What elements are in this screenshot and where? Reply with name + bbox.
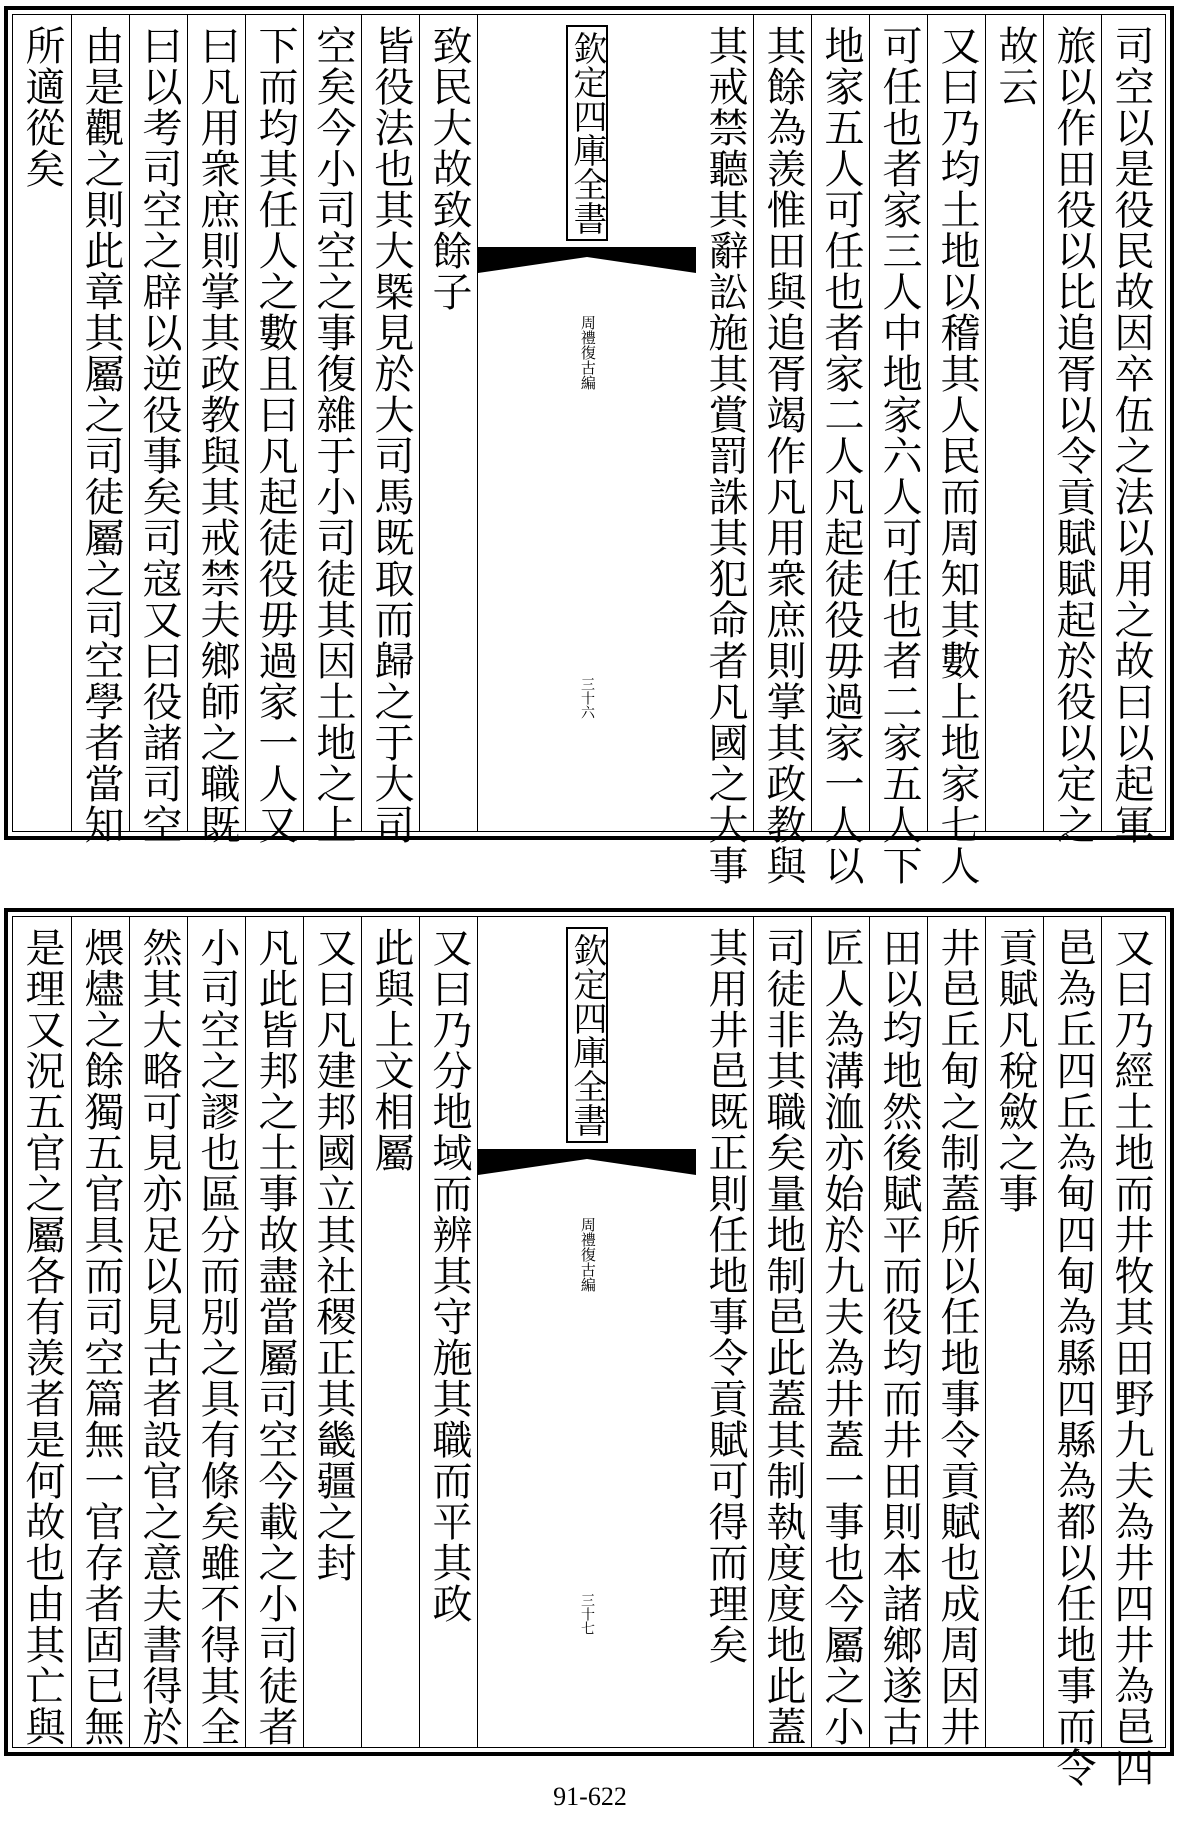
top-text-column [695, 15, 754, 886]
bottom-column-text: 又曰凡建邦國立其社稷正其畿疆之封 [310, 927, 356, 1583]
top-column-text: 司空以是役民故因卒伍之法以用之故曰以起軍 [1108, 25, 1154, 845]
bottom-chapter-title: 周禮復古編 [578, 1217, 597, 1292]
bottom-text-column [869, 917, 928, 1747]
top-text-column [927, 15, 986, 886]
bottom-column-text: 又曰乃經土地而井牧其田野九夫為井四井為邑四 [1108, 927, 1154, 1788]
bottom-text-column [811, 917, 870, 1747]
top-text-column [361, 15, 420, 845]
top-text-column [129, 15, 188, 845]
bottom-text-column [187, 917, 246, 1747]
top-chapter-title: 周禮復古編 [578, 315, 597, 390]
top-text-column [13, 15, 71, 831]
top-column-text: 其餘為羡惟田與追胥竭作凡用衆庶則掌其政教與 [760, 25, 806, 886]
bottom-column-text: 又曰乃分地域而辨其守施其職而平其政 [426, 927, 472, 1624]
bottom-text-column [303, 917, 362, 1747]
top-text-column [1101, 15, 1160, 845]
top-column-text: 曰以考司空之辟以逆役事矣司寇又曰役諸司空 [136, 25, 182, 845]
bottom-book-title: 欽定四庫全書 [566, 927, 608, 1143]
top-text-column [419, 15, 478, 831]
top-column-text: 空矣今小司空之事復雜于小司徒其因土地之上 [310, 25, 356, 845]
top-column-text: 其戒禁聽其辭訟施其賞罰誅其犯命者凡國之大事 [702, 25, 748, 886]
top-center-column [477, 15, 696, 831]
top-text-column [1043, 15, 1102, 845]
bottom-text-column [753, 917, 812, 1747]
top-text-area [12, 14, 1166, 886]
bottom-text-column [1043, 917, 1102, 1788]
bottom-folio-number: 三十七 [579, 1593, 595, 1635]
top-text-column [303, 15, 362, 845]
top-column-text: 下而均其任人之數且曰凡起徒役毋過家一人又 [252, 25, 298, 845]
bottom-text-column [927, 917, 986, 1747]
top-text-column [869, 15, 928, 886]
bottom-page-frame [4, 908, 1174, 1788]
fishtail-mark-icon [478, 1149, 696, 1175]
page-number: 91-622 [553, 1782, 627, 1811]
bottom-column-text: 匠人為溝洫亦始於九夫為井蓋一事也今屬之小 [818, 927, 864, 1747]
top-column-text: 又曰乃均土地以稽其人民而周知其數上地家七人 [934, 25, 980, 886]
bottom-text-column [419, 917, 478, 1747]
top-text-column [811, 15, 870, 886]
bottom-text-column [129, 917, 188, 1747]
top-book-title: 欽定四庫全書 [566, 25, 608, 241]
top-column-text: 皆役法也其大槩見於大司馬既取而歸之于大司 [368, 25, 414, 845]
bottom-text-column [985, 917, 1044, 1747]
bottom-column-text: 煨燼之餘獨五官具而司空篇無一官存者固已無 [78, 927, 124, 1747]
top-page-frame [4, 6, 1174, 886]
bottom-text-column [361, 917, 420, 1747]
top-column-text: 曰凡用衆庶則掌其政教與其戒禁夫鄉師之職既 [194, 25, 240, 845]
top-column-text: 故云 [992, 25, 1038, 107]
top-folio-number: 三十六 [579, 677, 595, 719]
bottom-text-column [245, 917, 304, 1747]
top-column-text: 所適從矣 [19, 25, 65, 189]
bottom-column-text: 貢賦凡稅斂之事 [992, 927, 1038, 1214]
bottom-text-column [13, 917, 71, 1747]
fishtail-mark-icon [478, 247, 696, 273]
top-text-column [985, 15, 1044, 831]
top-column-text: 旅以作田役以比追胥以令貢賦賦起於役以定之 [1050, 25, 1096, 845]
top-column-text: 由是觀之則此章其屬之司徒屬之司空學者當知 [78, 25, 124, 845]
bottom-column-text: 其用井邑既正則任地事令貢賦可得而理矣 [702, 927, 748, 1665]
bottom-column-text: 是理又況五官之屬各有羡者是何故也由其亡與 [19, 927, 65, 1747]
bottom-column-text: 田以均地然後賦平而役均而井田則本諸鄉遂古 [876, 927, 922, 1747]
bottom-column-text: 井邑丘甸之制蓋所以任地事令貢賦也成周因井 [934, 927, 980, 1747]
top-column-text: 致民大故致餘子 [426, 25, 472, 312]
top-column-text: 地家五人可任也者家二人凡起徒役毋過家一人以 [818, 25, 864, 886]
bottom-column-text: 邑為丘四丘為甸四甸為縣四縣為都以任地事而令 [1050, 927, 1096, 1788]
bottom-column-text: 小司空之謬也區分而別之具有條矣雖不得其全 [194, 927, 240, 1747]
bottom-column-text: 此與上文相屬 [368, 927, 414, 1173]
bottom-column-text: 凡此皆邦之土事故盡當屬司空今載之小司徒者 [252, 927, 298, 1747]
bottom-text-column [695, 917, 754, 1747]
bottom-text-column [71, 917, 130, 1747]
top-column-text: 可任也者家三人中地家六人可任也者二家五人下 [876, 25, 922, 886]
bottom-text-area [12, 916, 1166, 1788]
top-text-column [753, 15, 812, 886]
bottom-column-text: 然其大略可見亦足以見古者設官之意夫書得於 [136, 927, 182, 1747]
bottom-column-text: 司徒非其職矣量地制邑此蓋其制執度度地此蓋 [760, 927, 806, 1747]
top-text-column [71, 15, 130, 845]
top-text-column [245, 15, 304, 845]
bottom-text-column [1101, 917, 1160, 1788]
top-text-column [187, 15, 246, 845]
bottom-center-column [477, 917, 696, 1747]
